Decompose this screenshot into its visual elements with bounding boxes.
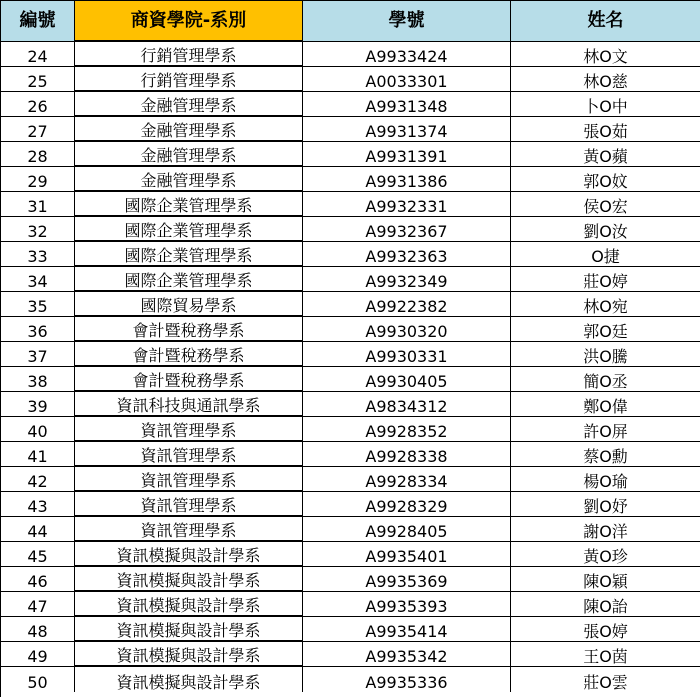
cell-no: 48 <box>1 617 75 642</box>
cell-department: 資訊模擬與設計學系 <box>75 542 303 567</box>
cell-no: 32 <box>1 217 75 242</box>
cell-name: 黃O蘋 <box>511 142 700 167</box>
cell-student-id: A9928338 <box>303 442 511 467</box>
cell-no: 49 <box>1 642 75 667</box>
cell-department: 資訊科技與通訊學系 <box>75 392 303 417</box>
cell-no: 46 <box>1 567 75 592</box>
cell-no: 47 <box>1 592 75 617</box>
cell-no: 27 <box>1 117 75 142</box>
cell-student-id: A9935369 <box>303 567 511 592</box>
cell-name: 劉O妤 <box>511 492 700 517</box>
cell-student-id: A9931386 <box>303 167 511 192</box>
cell-student-id: A9935393 <box>303 592 511 617</box>
cell-department: 資訊模擬與設計學系 <box>75 642 303 667</box>
cell-name: 黃O珍 <box>511 542 700 567</box>
header-no: 編號 <box>1 1 75 42</box>
cell-name: 卜O中 <box>511 92 700 117</box>
cell-no: 45 <box>1 542 75 567</box>
cell-no: 41 <box>1 442 75 467</box>
cell-student-id: A9931391 <box>303 142 511 167</box>
cell-name: 莊O婷 <box>511 267 700 292</box>
cell-no: 42 <box>1 467 75 492</box>
cell-student-id: A9935414 <box>303 617 511 642</box>
cell-name: 郭O妏 <box>511 167 700 192</box>
cell-no: 24 <box>1 42 75 67</box>
cell-student-id: A9928352 <box>303 417 511 442</box>
cell-no: 31 <box>1 192 75 217</box>
cell-department: 金融管理學系 <box>75 142 303 167</box>
cell-no: 34 <box>1 267 75 292</box>
cell-student-id: A9933424 <box>303 42 511 67</box>
cell-student-id: A9930320 <box>303 317 511 342</box>
cell-no: 40 <box>1 417 75 442</box>
cell-name: 陳O詒 <box>511 592 700 617</box>
cell-student-id: A9932349 <box>303 267 511 292</box>
cell-no: 25 <box>1 67 75 92</box>
cell-name: 洪O騰 <box>511 342 700 367</box>
cell-name: 侯O宏 <box>511 192 700 217</box>
cell-department: 資訊管理學系 <box>75 442 303 467</box>
header-name: 姓名 <box>511 1 700 42</box>
cell-department: 資訊管理學系 <box>75 417 303 442</box>
cell-department: 國際企業管理學系 <box>75 217 303 242</box>
cell-student-id: A9922382 <box>303 292 511 317</box>
cell-no: 26 <box>1 92 75 117</box>
cell-department: 會計暨稅務學系 <box>75 367 303 392</box>
cell-student-id: A9932331 <box>303 192 511 217</box>
cell-department: 國際企業管理學系 <box>75 192 303 217</box>
cell-no: 39 <box>1 392 75 417</box>
cell-student-id: A9935336 <box>303 667 511 692</box>
cell-department: 資訊模擬與設計學系 <box>75 667 303 692</box>
cell-department: 行銷管理學系 <box>75 42 303 67</box>
cell-student-id: A9928329 <box>303 492 511 517</box>
cell-department: 資訊管理學系 <box>75 517 303 542</box>
cell-student-id: A9932367 <box>303 217 511 242</box>
cell-student-id: A0033301 <box>303 67 511 92</box>
cell-department: 國際企業管理學系 <box>75 267 303 292</box>
cell-student-id: A9935401 <box>303 542 511 567</box>
cell-department: 行銷管理學系 <box>75 67 303 92</box>
cell-department: 會計暨稅務學系 <box>75 317 303 342</box>
cell-no: 50 <box>1 667 75 692</box>
cell-department: 資訊管理學系 <box>75 492 303 517</box>
cell-department: 金融管理學系 <box>75 167 303 192</box>
cell-department: 國際貿易學系 <box>75 292 303 317</box>
cell-name: 張O婷 <box>511 617 700 642</box>
header-department: 商資學院-系別 <box>75 1 303 42</box>
cell-name: 莊O雲 <box>511 667 700 692</box>
cell-no: 44 <box>1 517 75 542</box>
cell-department: 國際企業管理學系 <box>75 242 303 267</box>
cell-name: 林O宛 <box>511 292 700 317</box>
cell-student-id: A9930405 <box>303 367 511 392</box>
cell-student-id: A9931374 <box>303 117 511 142</box>
cell-no: 37 <box>1 342 75 367</box>
cell-student-id: A9935342 <box>303 642 511 667</box>
cell-no: 35 <box>1 292 75 317</box>
cell-no: 33 <box>1 242 75 267</box>
cell-department: 資訊模擬與設計學系 <box>75 592 303 617</box>
cell-department: 資訊管理學系 <box>75 467 303 492</box>
cell-name: 王O茵 <box>511 642 700 667</box>
cell-name: 林O文 <box>511 42 700 67</box>
cell-name: 簡O丞 <box>511 367 700 392</box>
cell-student-id: A9930331 <box>303 342 511 367</box>
cell-name: 蔡O勳 <box>511 442 700 467</box>
cell-department: 金融管理學系 <box>75 92 303 117</box>
cell-no: 29 <box>1 167 75 192</box>
cell-student-id: A9928405 <box>303 517 511 542</box>
cell-student-id: A9928334 <box>303 467 511 492</box>
cell-department: 資訊模擬與設計學系 <box>75 567 303 592</box>
cell-no: 43 <box>1 492 75 517</box>
cell-student-id: A9932363 <box>303 242 511 267</box>
cell-no: 36 <box>1 317 75 342</box>
cell-name: 鄭O偉 <box>511 392 700 417</box>
cell-department: 金融管理學系 <box>75 117 303 142</box>
cell-name: 張O茹 <box>511 117 700 142</box>
cell-name: 郭O廷 <box>511 317 700 342</box>
cell-name: 林O慈 <box>511 67 700 92</box>
cell-name: 許O屏 <box>511 417 700 442</box>
cell-no: 28 <box>1 142 75 167</box>
header-student-id: 學號 <box>303 1 511 42</box>
cell-name: 劉O汝 <box>511 217 700 242</box>
cell-name: 謝O洋 <box>511 517 700 542</box>
cell-name: 陳O穎 <box>511 567 700 592</box>
cell-department: 會計暨稅務學系 <box>75 342 303 367</box>
cell-name: 楊O瑜 <box>511 467 700 492</box>
cell-name: O捷 <box>511 242 700 267</box>
cell-no: 38 <box>1 367 75 392</box>
cell-student-id: A9834312 <box>303 392 511 417</box>
cell-student-id: A9931348 <box>303 92 511 117</box>
cell-department: 資訊模擬與設計學系 <box>75 617 303 642</box>
